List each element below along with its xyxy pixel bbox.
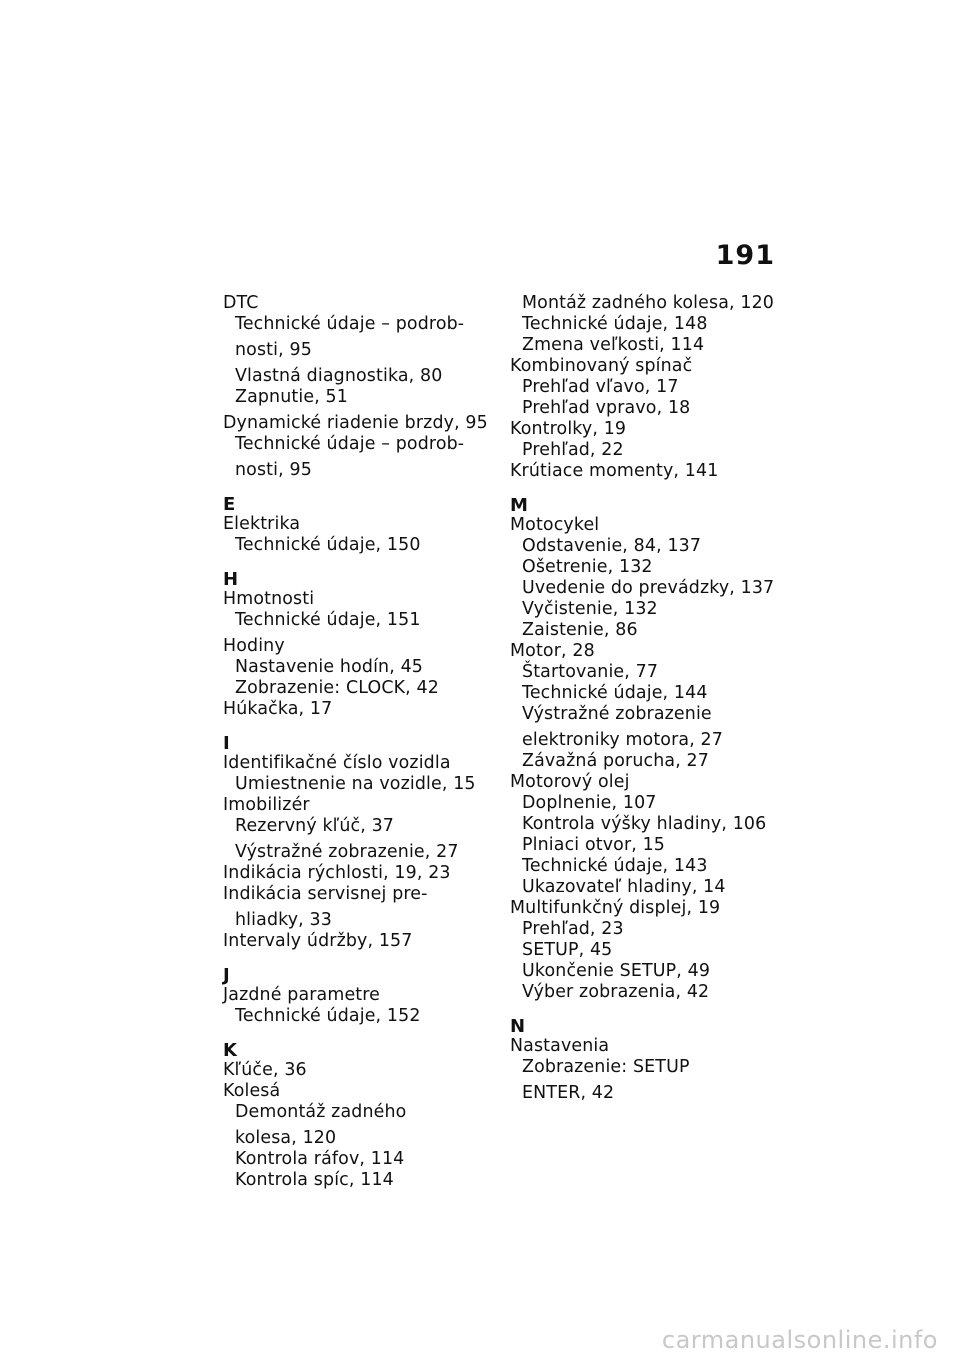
watermark: carmanualsonline.info xyxy=(661,1326,938,1354)
index-subentry: Technické údaje, 144 xyxy=(522,683,708,703)
index-entry-continuation: kolesa, 120 xyxy=(235,1128,337,1148)
index-column-right xyxy=(510,293,785,1104)
index-section-letter: I xyxy=(223,733,230,754)
index-entry: Nastavenia xyxy=(510,1036,610,1056)
index-entry-continuation: ENTER, 42 xyxy=(522,1083,615,1103)
index-subentry: Montáž zadného kolesa, 120 xyxy=(522,293,775,313)
index-entry-continuation: elektroniky motora, 27 xyxy=(522,730,723,750)
index-subentry: Technické údaje, 143 xyxy=(522,856,708,876)
index-entry: Indikácia servisnej pre- xyxy=(223,884,428,904)
index-subentry: Prehľad vľavo, 17 xyxy=(522,377,679,397)
index-section-letter: E xyxy=(223,494,236,515)
index-entry: Hodiny xyxy=(223,636,285,656)
index-entry: Kontrolky, 19 xyxy=(510,419,627,439)
index-subentry: Prehľad vpravo, 18 xyxy=(522,398,691,418)
index-subentry: Ukončenie SETUP, 49 xyxy=(522,961,711,981)
index-subentry: Vlastná diagnostika, 80 xyxy=(235,366,443,386)
index-subentry: Technické údaje, 152 xyxy=(235,1006,421,1026)
index-subentry: Zapnutie, 51 xyxy=(235,387,348,407)
index-entry: Identifikačné číslo vozidla xyxy=(223,753,451,773)
index-entry: Motocykel xyxy=(510,515,600,535)
page-number: 191 xyxy=(715,240,775,271)
index-subentry: Výber zobrazenia, 42 xyxy=(522,982,710,1002)
index-section-letter: N xyxy=(510,1016,526,1037)
index-subentry: Technické údaje, 150 xyxy=(235,535,421,555)
index-subentry: Kontrola spíc, 114 xyxy=(235,1170,394,1190)
index-subentry: Technické údaje, 151 xyxy=(235,610,421,630)
index-entry-continuation: nosti, 95 xyxy=(235,340,312,360)
index-subentry: Technické údaje, 148 xyxy=(522,314,708,334)
index-entry: Motorový olej xyxy=(510,772,630,792)
index-entry: Elektrika xyxy=(223,514,301,534)
index-entry: DTC xyxy=(223,293,259,313)
index-section-letter: H xyxy=(223,569,239,590)
index-section-letter: M xyxy=(510,495,528,516)
index-entry: Hmotnosti xyxy=(223,589,315,609)
index-subentry: Závažná porucha, 27 xyxy=(522,751,709,771)
index-subentry: Prehľad, 22 xyxy=(522,440,624,460)
index-subentry: Štartovanie, 77 xyxy=(522,662,659,682)
index-entry: Multifunkčný displej, 19 xyxy=(510,898,721,918)
index-subentry: Rezervný kľúč, 37 xyxy=(235,816,395,836)
index-entry: Dynamické riadenie brzdy, 95 xyxy=(223,413,488,433)
index-entry: Intervaly údržby, 157 xyxy=(223,931,413,951)
index-entry-continuation: hliadky, 33 xyxy=(235,910,332,930)
index-subentry: SETUP, 45 xyxy=(522,940,613,960)
index-entry: Jazdné parametre xyxy=(223,985,381,1005)
index-entry-continuation: nosti, 95 xyxy=(235,460,312,480)
index-subentry: Kontrola výšky hladiny, 106 xyxy=(522,814,767,834)
index-subentry: Technické údaje – podrob- xyxy=(235,434,465,454)
index-subentry: Umiestnenie na vozidle, 15 xyxy=(235,774,476,794)
index-entry: Kolesá xyxy=(223,1081,281,1101)
index-entry: Húkačka, 17 xyxy=(223,699,333,719)
index-subentry: Prehľad, 23 xyxy=(522,919,624,939)
index-subentry: Zobrazenie: CLOCK, 42 xyxy=(235,678,439,698)
index-subentry: Kontrola ráfov, 114 xyxy=(235,1149,405,1169)
index-entry: Kľúče, 36 xyxy=(223,1060,307,1080)
index-subentry: Uvedenie do prevádzky, 137 xyxy=(522,578,775,598)
index-subentry: Technické údaje – podrob- xyxy=(235,314,465,334)
index-entry: Motor, 28 xyxy=(510,641,595,661)
index-subentry: Zaistenie, 86 xyxy=(522,620,638,640)
index-subentry: Ošetrenie, 132 xyxy=(522,557,653,577)
index-subentry: Zmena veľkosti, 114 xyxy=(522,335,705,355)
index-subentry: Demontáž zadného xyxy=(235,1102,407,1122)
index-entry: Krútiace momenty, 141 xyxy=(510,461,719,481)
index-subentry: Výstražné zobrazenie, 27 xyxy=(235,842,459,862)
index-subentry: Vyčistenie, 132 xyxy=(522,599,658,619)
index-entry: Imobilizér xyxy=(223,795,310,815)
index-subentry: Nastavenie hodín, 45 xyxy=(235,657,424,677)
index-subentry: Doplnenie, 107 xyxy=(522,793,657,813)
index-subentry: Plniaci otvor, 15 xyxy=(522,835,666,855)
index-section-letter: K xyxy=(223,1040,237,1061)
index-subentry: Zobrazenie: SETUP xyxy=(522,1057,690,1077)
index-entry: Kombinovaný spínač xyxy=(510,356,693,376)
index-subentry: Ukazovateľ hladiny, 14 xyxy=(522,877,726,897)
index-subentry: Odstavenie, 84, 137 xyxy=(522,536,702,556)
index-section-letter: J xyxy=(223,965,230,986)
index-subentry: Výstražné zobrazenie xyxy=(522,704,712,724)
index-entry: Indikácia rýchlosti, 19, 23 xyxy=(223,863,451,883)
index-column-left xyxy=(223,293,498,1191)
